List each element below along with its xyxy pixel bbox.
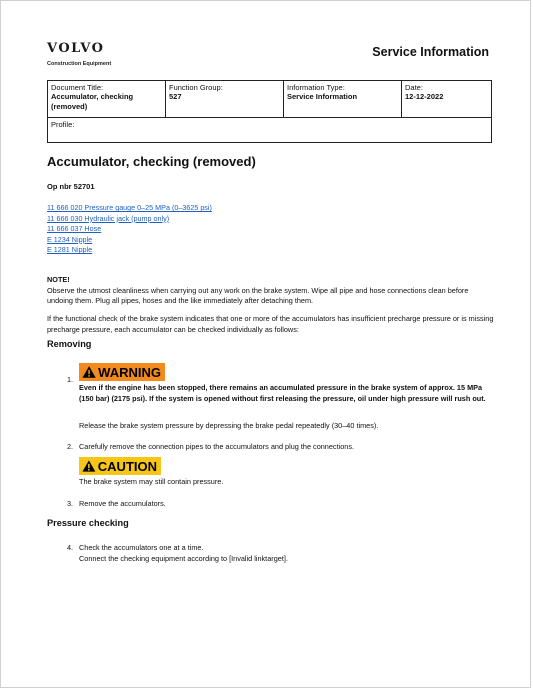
page-title: Accumulator, checking (removed)	[47, 154, 256, 169]
tool-link-hydraulic-jack[interactable]: 11 666 030 Hydraulic jack (pump only)	[47, 213, 170, 223]
document-title-label: Document Title:	[51, 83, 104, 92]
document-title-value: Accumulator, checking (removed)	[51, 92, 134, 111]
function-group-cell	[166, 81, 284, 118]
information-type-label: Information Type:	[287, 83, 345, 92]
warning-badge	[79, 363, 165, 381]
step-2-number: 2.	[67, 442, 74, 451]
doc-type-heading: Service Information	[372, 45, 489, 59]
tool-link-pressure-gauge[interactable]: 11 666 020 Pressure gauge 0–25 MPa (0–3625 psi)	[47, 203, 212, 212]
note-block	[47, 275, 495, 307]
caution-label: CAUTION	[97, 458, 157, 474]
function-group-label: Function Group:	[169, 83, 223, 92]
logo-subtitle: Construction Equipment	[47, 61, 112, 67]
op-number: Op nbr 52701	[47, 182, 95, 191]
tool-link-hose[interactable]: 11 666 037 Hose	[47, 224, 102, 234]
tool-link-nipple-e1234[interactable]: E 1234 Nipple	[47, 234, 93, 244]
step-1-number: 1.	[67, 375, 74, 384]
step-3-text: Remove the accumulators.	[79, 499, 166, 508]
information-type-value: Service Information	[287, 92, 358, 102]
profile-label: Profile:	[51, 120, 75, 129]
section-pressure-checking: Pressure checking	[47, 518, 129, 528]
step-4-text	[79, 543, 495, 564]
profile-cell	[48, 118, 492, 143]
tool-list	[47, 203, 212, 256]
info-table	[47, 80, 492, 143]
date-value: 12-12-2022	[405, 92, 444, 102]
step-4-line-1: Check the accumulators one at a time.	[79, 543, 204, 552]
caution-badge	[79, 457, 161, 475]
tool-link-nipple-e1281[interactable]: E 1281 Nipple	[47, 245, 93, 255]
caution-triangle-icon	[82, 459, 96, 473]
warning-triangle-icon	[82, 365, 96, 379]
note-heading: NOTE!	[47, 275, 70, 284]
step-1-text: Release the brake system pressure by depressing the brake pedal repeatedly (30–40 times).	[79, 421, 379, 430]
caution-text: The brake system may still contain pressure.	[79, 477, 224, 486]
intro-paragraph: If the functional check of the brake system indicates that one or more of the accumulators has insufficient precharge pressure or is missing precharge pressure, each accumulator can be checked individually as follows:	[47, 314, 494, 334]
step-2-text: Carefully remove the connection pipes to the accumulators and plug the connections.	[79, 442, 355, 451]
date-cell	[402, 81, 492, 118]
warning-label: WARNING	[98, 364, 161, 380]
information-type-cell	[284, 81, 402, 118]
section-removing: Removing	[47, 339, 92, 349]
function-group-value: 527	[169, 92, 182, 102]
note-text: Observe the utmost cleanliness when carrying out any work on the brake system. Wipe all pipe and hose connections clean before undoing them. Plug all pipes, hoses and the like immediately after detaching them.	[47, 285, 469, 305]
document-title-cell	[48, 81, 166, 118]
step-4-line-2: Connect the checking equipment according to [Invalid linktarget].	[79, 553, 288, 563]
volvo-logo: VOLVO	[47, 41, 105, 56]
step-4-number: 4.	[67, 543, 74, 552]
date-label: Date:	[405, 83, 423, 92]
step-3-number: 3.	[67, 499, 74, 508]
warning-text: Even if the engine has been stopped, there remains an accumulated pressure in the brake system of approx. 15 MPa (150 bar) (2175 psi). If the system is opened without first releasing the pressure, oil under high pressure will rush out.	[79, 383, 486, 403]
